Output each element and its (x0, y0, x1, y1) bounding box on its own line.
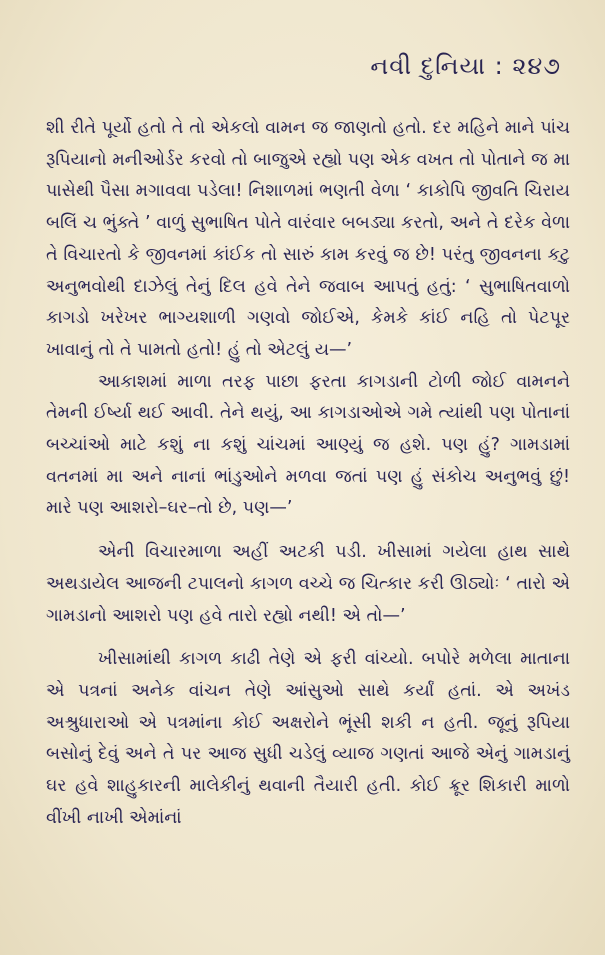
paragraph-2: આકાશમાં માળા તરફ પાછા ફરતા કાગડાની ટોળી જોઈ વામનને તેમની ઈર્ષ્યા થઈ આવી. તેને થયું, આ કાગડાઓએ ગમે ત્યાંથી પણ પોતાનાં બચ્ચાંઓ માટે કશું ના કશું ચાંચમાં આણ્યું જ હશે. પણ હું? ગામડામાં વતનમાં મા અને નાનાં ભાંડુઓને મળવા જતાં પણ હું સંકોચ અનુભવું છું! મારે પણ આશરો–ઘર–તો છે, પણ—’ (46, 371, 570, 519)
running-head: નવી દુનિયા : ૨૪૭ (370, 52, 561, 80)
paragraph-4: ખીસામાંથી કાગળ કાઢી તેણે એ ફરી વાંચ્યો. બપોરે મળેલા માતાના એ પત્રનાં અનેક વાંચન તેણે આંસુઓ સાથે કર્યાં હતાં. એ અખંડ અશ્રુધારાઓ એ પત્રમાંના કોઈ અક્ષરોને ભૂંસી શકી ન હતી. જૂનું રૂપિયા બસોનું દેવું અને તે પર આજ સુધી ચડેલું વ્યાજ ગણતાં આજે એનું ગામડાનું ઘર હવે શાહુકારની માલેકીનું થવાની તૈયારી હતી. કોઈ ક્રૂર શિકારી માળો વીંખી નાખી એમાંનાં (46, 649, 570, 828)
body-text (46, 113, 570, 834)
paragraph-3: એની વિચારમાળા અહીં અટકી પડી. ખીસામાં ગયેલા હાથ સાથે અથડાયેલ આજની ટપાલનો કાગળ વચ્ચે જ ચિત્કાર કરી ઊઠ્યોઃ ‘ તારો એ ગામડાનો આશરો પણ હવે તારો રહ્યો નથી! એ તો—’ (46, 542, 570, 626)
paragraph-1: શી રીતે પૂર્યો હતો તે તો એકલો વામન જ જાણતો હતો. દર મહિને માને પાંચ રૂપિયાનો મનીઓર્ડર કરવો તો બાજુએ રહ્યો પણ એક વખત તો પોતાને જ મા પાસેથી પૈસા મગાવવા પડેલા! નિશાળમાં ભણતી વેળા ‘ કાકોપિ જીવતિ ચિરાય બલિં ચ ભુંક્તે ’ વાળું સુભાષિત પોતે વારંવાર બબડ્યા કરતો, અને તે દરેક વેળા તે વિચારતો કે જીવનમાં કાંઈક તો સારું કામ કરવું જ છે! પરંતુ જીવનના કટુ અનુભવોથી દાઝેલું તેનું દિલ હવે તેને જવાબ આપતું હતું: ‘ સુભાષિતવાળો કાગડો ખરેખર ભાગ્યશાળી ગણવો જોઈએ, કેમકે કાંઈ નહિ તો પેટપૂર ખાવાનું તો તે પામતો હતો! હું તો એટલું ય—’ (46, 118, 570, 360)
